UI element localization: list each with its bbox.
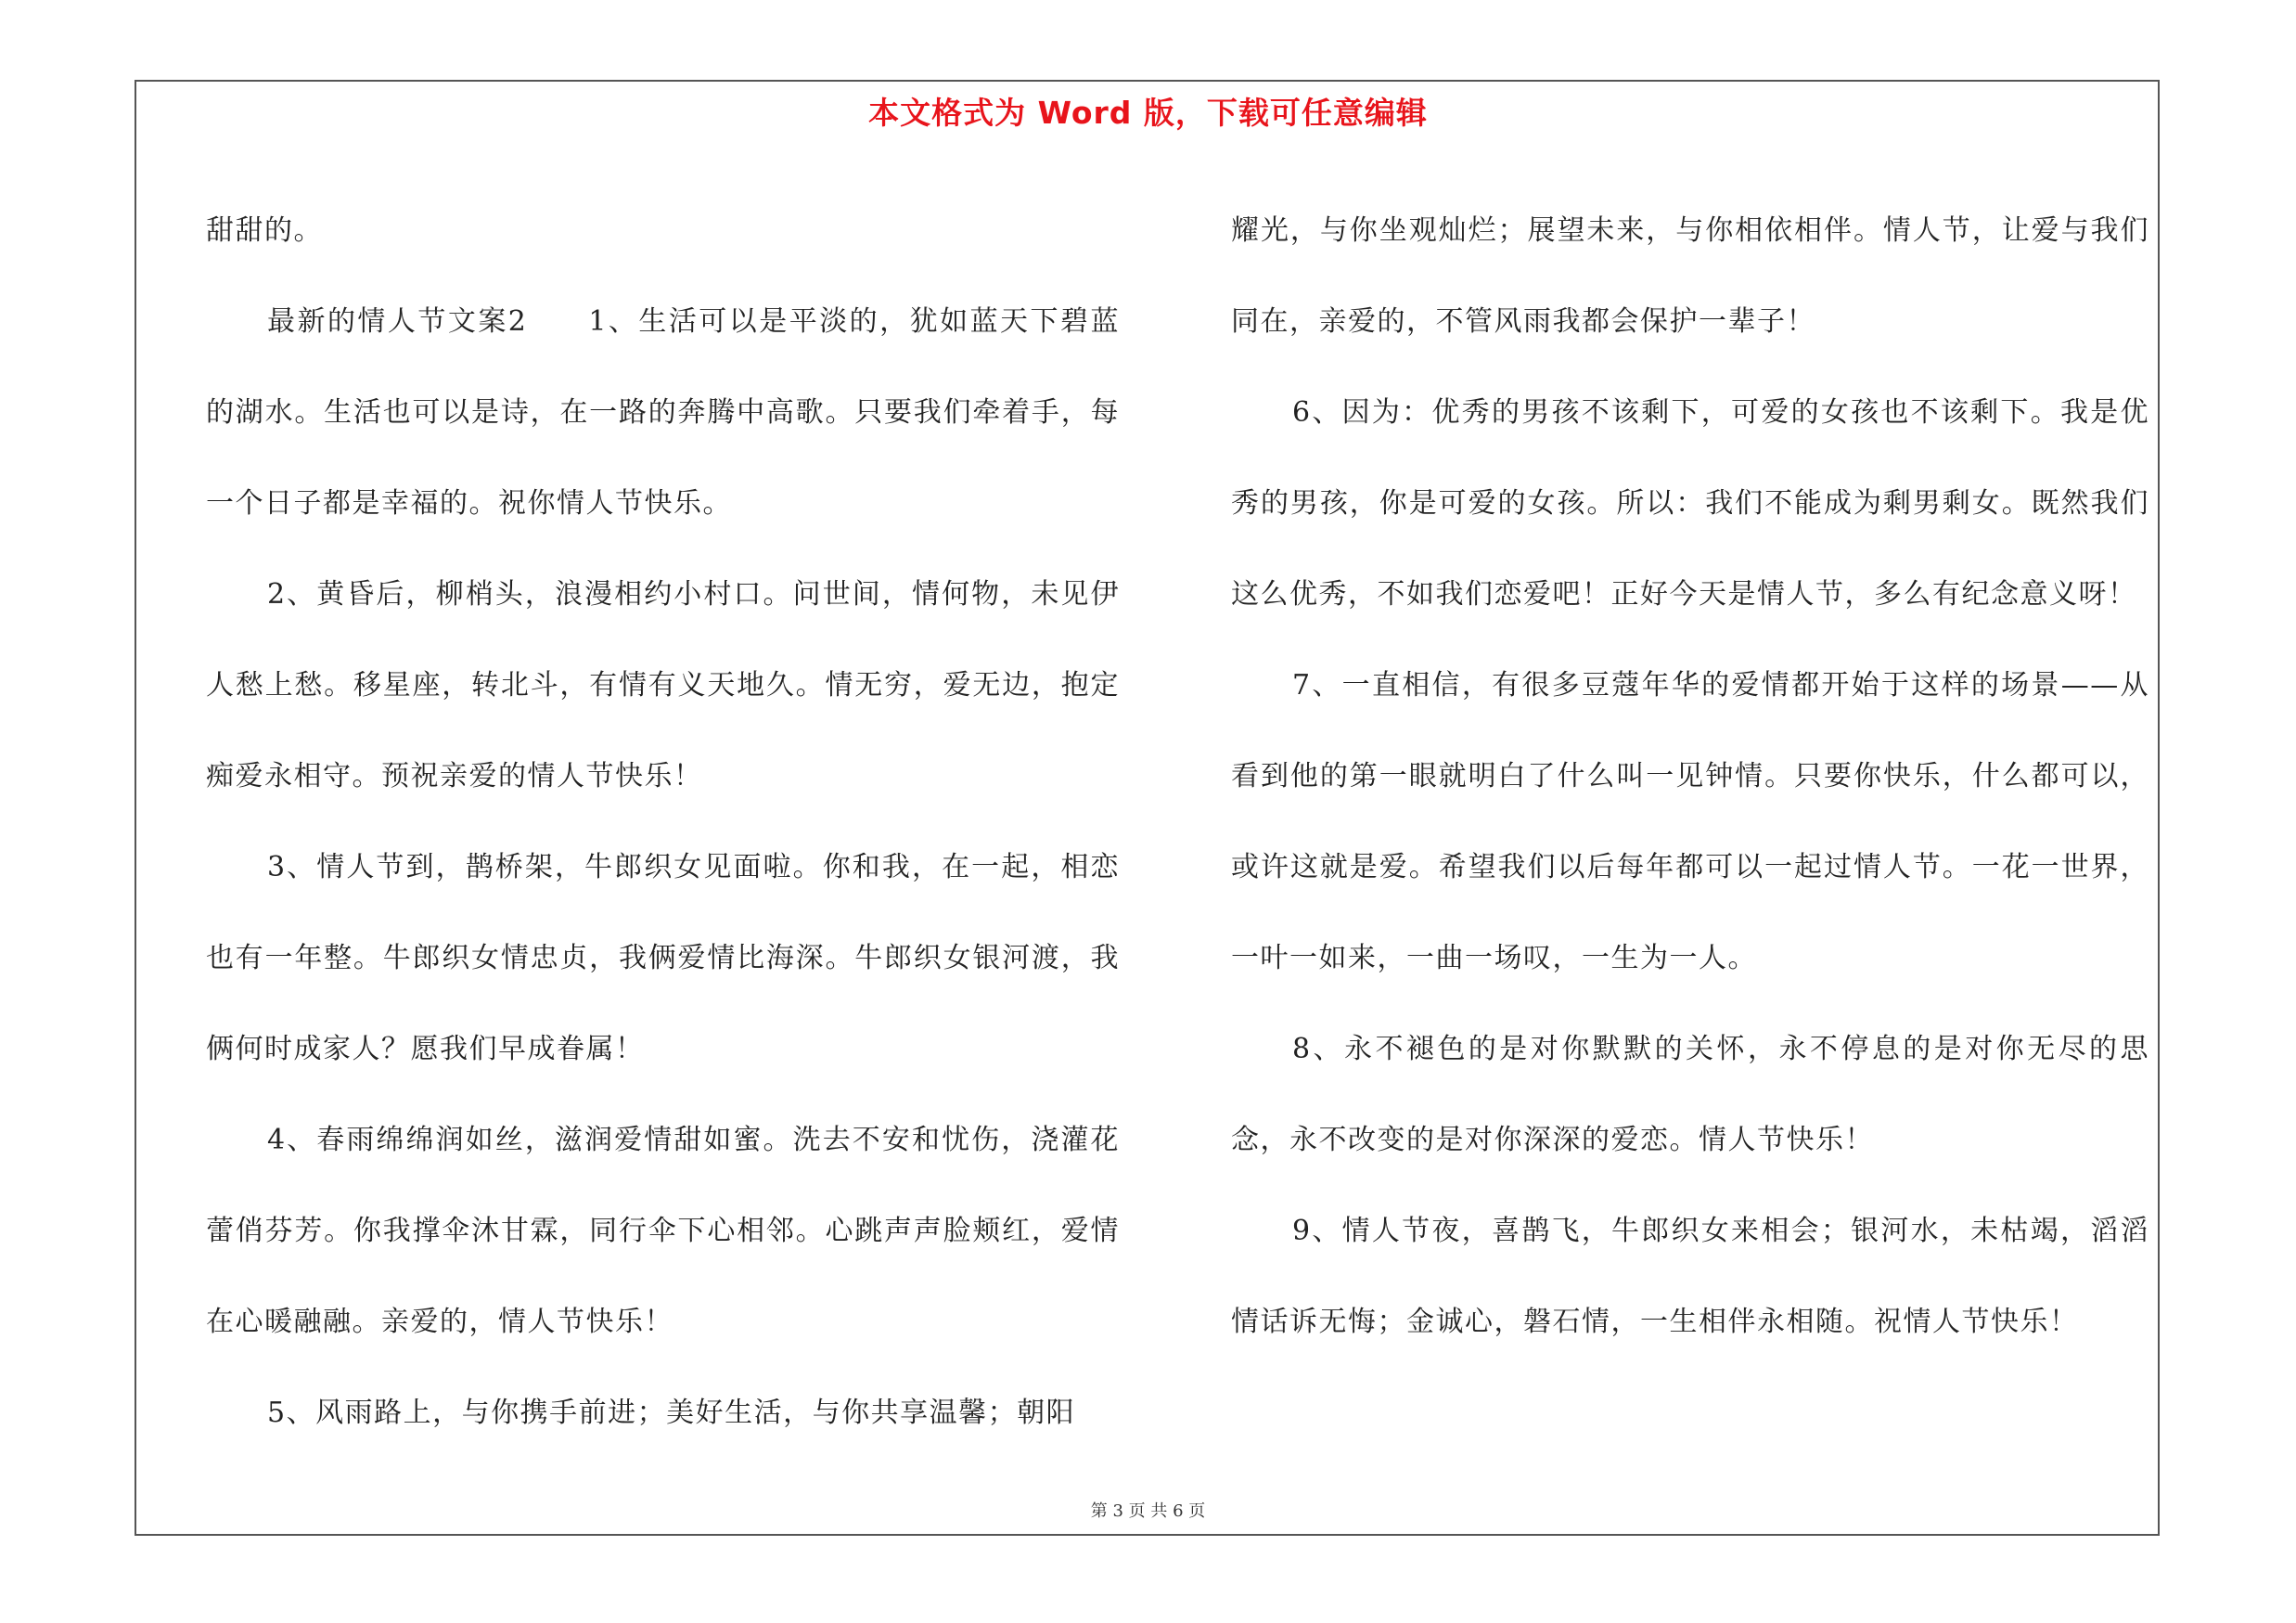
paragraph: 9、情人节夜，喜鹊飞，牛郎织女来相会；银河水，未枯竭，滔滔情话诉无悔；金诚心，磐石情，一生相伴永相随。祝情人节快乐！ [1231,1215,2149,1338]
paragraph: 6、因为：优秀的男孩不该剩下，可爱的女孩也不该剩下。我是优秀的男孩，你是可爱的女孩。所以：我们不能成为剩男剩女。既然我们这么优秀，不如我们恋爱吧！正好今天是情人节，多么有纪念意义呀！ [1231,396,2149,611]
paragraph: 7、一直相信，有很多豆蔻年华的爱情都开始于这样的场景——从看到他的第一眼就明白了什么叫一见钟情。只要你快乐，什么都可以，或许这就是爱。希望我们以后每年都可以一起过情人节。一花一世界，一叶一如来，一曲一场叹，一生为一人。 [1231,669,2149,974]
paragraph: 3、情人节到，鹊桥架，牛郎织女见面啦。你和我，在一起，相恋也有一年整。牛郎织女情忠贞，我俩爱情比海深。牛郎织女银河渡，我俩何时成家人？愿我们早成眷属！ [206,851,1120,1065]
paragraph: 耀光，与你坐观灿烂；展望未来，与你相依相伴。情人节，让爱与我们同在，亲爱的，不管风雨我都会保护一辈子！ [1231,214,2149,338]
paragraph: 5、风雨路上，与你携手前进；美好生活，与你共享温馨；朝阳 [267,1397,1076,1429]
paragraph: 4、春雨绵绵润如丝，滋润爱情甜如蜜。洗去不安和忧伤，浇灌花蕾俏芬芳。你我撑伞沐甘霖，同行伞下心相邻。心跳声声脸颊红，爱情在心暖融融。亲爱的，情人节快乐！ [206,1124,1120,1338]
left-column [206,186,1120,1459]
paragraph: 8、永不褪色的是对你默默的关怀，永不停息的是对你无尽的思念，永不改变的是对你深深的爱恋。情人节快乐！ [1231,1033,2149,1156]
right-column [1231,186,2149,1368]
header-banner: 本文格式为 Word 版，下载可任意编辑 [868,95,1428,131]
paragraph: 最新的情人节文案2 1、生活可以是平淡的，犹如蓝天下碧蓝的湖水。生活也可以是诗，在一路的奔腾中高歌。只要我们牵着手，每一个日子都是幸福的。祝你情人节快乐。 [206,305,1120,520]
paragraph: 2、黄昏后，柳梢头，浪漫相约小村口。问世间，情何物，未见伊人愁上愁。移星座，转北斗，有情有义天地久。情无穷，爱无边，抱定痴爱永相守。预祝亲爱的情人节快乐！ [206,578,1120,792]
page-number: 第 3 页 共 6 页 [1090,1501,1206,1521]
paragraph: 甜甜的。 [206,214,323,247]
